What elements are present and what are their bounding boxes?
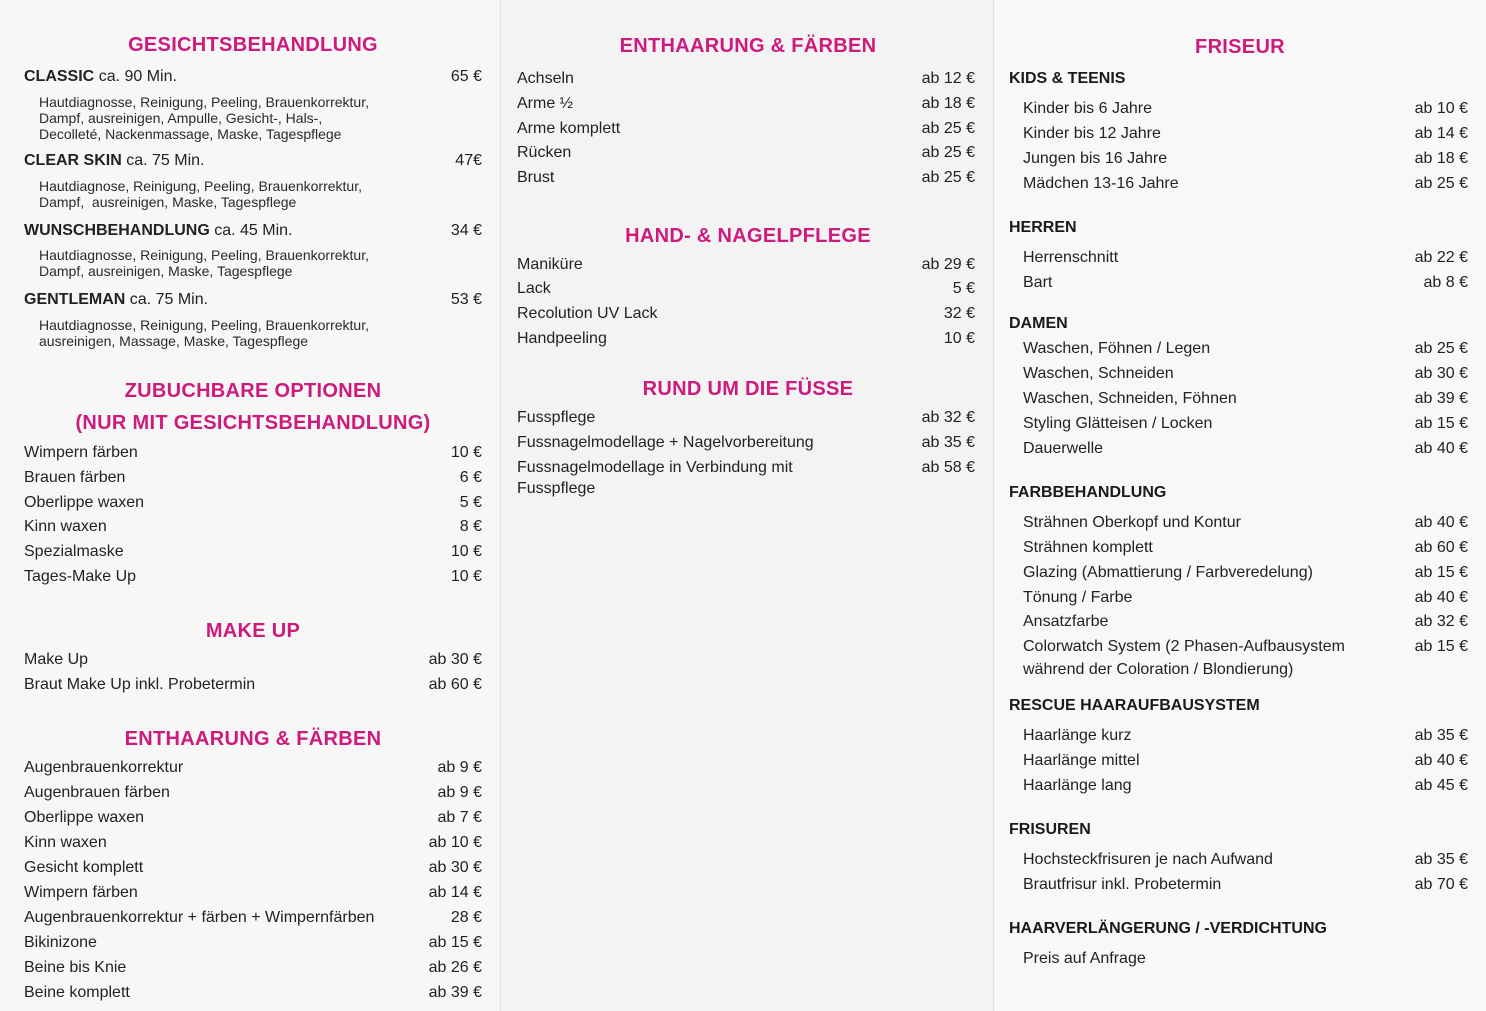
- item-price: ab 40 €: [1414, 752, 1468, 769]
- item-price: ab 70 €: [1414, 876, 1468, 893]
- list-item: Hochsteckfrisuren je nach Aufwand: [1023, 851, 1273, 868]
- section-title-hand-nagelpflege: HAND- & NAGELPFLEGE: [625, 225, 871, 247]
- item-price: ab 14 €: [428, 884, 482, 901]
- item-price: ab 30 €: [428, 859, 482, 876]
- panel-right: [994, 0, 1486, 1011]
- item-price: ab 35 €: [1414, 851, 1468, 868]
- treatment-price: 34 €: [450, 222, 482, 239]
- subsection-herren: HERREN: [1009, 219, 1077, 236]
- treatment-gentleman: [24, 291, 208, 309]
- treatment-price: 47€: [455, 152, 482, 169]
- item-price: ab 25 €: [1414, 175, 1468, 192]
- list-item: Tages-Make Up: [24, 568, 137, 585]
- section-subtitle-options: (NUR MIT GESICHTSBEHANDLUNG): [75, 412, 431, 434]
- list-item: Haarlänge mittel: [1023, 752, 1140, 769]
- item-price: ab 15 €: [428, 934, 482, 951]
- list-item: Strähnen Oberkopf und Kontur: [1023, 514, 1241, 531]
- desc-line: Dampf, ausreinigen, Ampulle, Gesicht-, Hals-,: [39, 110, 323, 126]
- treatment-price: 65 €: [450, 68, 482, 85]
- item-price: ab 30 €: [1414, 365, 1468, 382]
- item-price: 6 €: [459, 469, 482, 486]
- list-item: Wimpern färben: [24, 884, 138, 901]
- list-item: Lack: [517, 280, 551, 297]
- list-item: Arme ½: [517, 95, 574, 112]
- item-price: ab 32 €: [921, 409, 975, 426]
- treatment-description: [39, 247, 369, 279]
- list-item-continuation: Fusspflege: [517, 480, 596, 497]
- list-item: Make Up: [24, 651, 89, 668]
- desc-line: Hautdiagnosse, Reinigung, Peeling, Brauenkorrektur,: [39, 94, 369, 110]
- treatment-name: CLASSIC: [24, 68, 95, 85]
- section-title-friseur: FRISEUR: [1195, 36, 1285, 58]
- list-item: Jungen bis 16 Jahre: [1023, 150, 1168, 167]
- item-price: ab 10 €: [1414, 100, 1468, 117]
- list-item: Brautfrisur inkl. Probetermin: [1023, 876, 1222, 893]
- treatment-wunschbehandlung: [24, 222, 292, 240]
- treatment-duration: ca. 90 Min.: [98, 68, 177, 85]
- treatment-price: 53 €: [450, 291, 482, 308]
- treatment-description: [39, 94, 369, 142]
- list-item: Haarlänge kurz: [1023, 727, 1132, 744]
- item-price: ab 15 €: [1414, 564, 1468, 581]
- item-price: ab 35 €: [1414, 727, 1468, 744]
- list-item: Dauerwelle: [1023, 440, 1104, 457]
- item-price: ab 40 €: [1414, 514, 1468, 531]
- list-item: Waschen, Föhnen / Legen: [1023, 340, 1211, 357]
- section-title-makeup: MAKE UP: [205, 620, 301, 642]
- list-item: Brauen färben: [24, 469, 126, 486]
- list-item: Haarlänge lang: [1023, 777, 1132, 794]
- item-price: ab 7 €: [437, 809, 482, 826]
- item-price: ab 39 €: [428, 984, 482, 1001]
- list-item: Ansatzfarbe: [1023, 613, 1109, 630]
- section-title-gesichtsbehandlung: GESICHTSBEHANDLUNG: [128, 34, 378, 56]
- item-price: 28 €: [450, 909, 482, 926]
- item-price: 10 €: [450, 543, 482, 560]
- item-price: 5 €: [459, 494, 482, 511]
- treatment-clear-skin: [24, 152, 205, 170]
- section-title-enthaarung-left: ENTHAARUNG & FÄRBEN: [124, 728, 382, 750]
- subsection-frisuren: FRISUREN: [1009, 821, 1091, 838]
- item-price: ab 60 €: [1414, 539, 1468, 556]
- item-price: ab 40 €: [1414, 589, 1468, 606]
- item-price: 32 €: [943, 305, 975, 322]
- item-price: ab 58 €: [921, 459, 975, 476]
- list-item: Kinder bis 12 Jahre: [1023, 125, 1161, 142]
- list-item: Rücken: [517, 144, 572, 161]
- subsection-farbbehandlung: FARBBEHANDLUNG: [1009, 484, 1167, 501]
- item-price: ab 25 €: [921, 120, 975, 137]
- panel-left: [0, 0, 500, 1011]
- desc-line: Hautdiagnosse, Reinigung, Peeling, Brauenkorrektur,: [39, 317, 369, 333]
- list-item: Oberlippe waxen: [24, 494, 145, 511]
- list-item: Kinn waxen: [24, 834, 107, 851]
- treatment-description: [39, 317, 369, 349]
- list-item: Colorwatch System (2 Phasen-Aufbausystem: [1023, 638, 1345, 655]
- list-item: Augenbrauenkorrektur + färben + Wimpernfärben: [24, 909, 375, 926]
- item-price: 8 €: [459, 518, 482, 535]
- list-item: Mädchen 13-16 Jahre: [1023, 175, 1179, 192]
- item-price: 5 €: [952, 280, 975, 297]
- item-price: ab 40 €: [1414, 440, 1468, 457]
- desc-line: Hautdiagnosse, Reinigung, Peeling, Brauenkorrektur,: [39, 247, 369, 263]
- item-price: ab 39 €: [1414, 390, 1468, 407]
- list-item: Wimpern färben: [24, 444, 138, 461]
- item-price: 10 €: [450, 568, 482, 585]
- list-item: Beine komplett: [24, 984, 130, 1001]
- section-title-fuesse: RUND UM DIE FÜSSE: [642, 378, 854, 400]
- item-price: ab 15 €: [1414, 638, 1468, 655]
- list-item: Bart: [1023, 274, 1053, 291]
- treatment-description: [39, 178, 362, 210]
- list-item: Oberlippe waxen: [24, 809, 145, 826]
- item-price: ab 10 €: [428, 834, 482, 851]
- item-price: ab 25 €: [921, 169, 975, 186]
- list-item: Waschen, Schneiden: [1023, 365, 1174, 382]
- list-item: Strähnen komplett: [1023, 539, 1153, 556]
- subsection-rescue: RESCUE HAARAUFBAUSYSTEM: [1009, 697, 1260, 714]
- desc-line: Hautdiagnose, Reinigung, Peeling, Brauenkorrektur,: [39, 178, 362, 194]
- list-item: Kinn waxen: [24, 518, 107, 535]
- list-item: Gesicht komplett: [24, 859, 144, 876]
- list-item: Arme komplett: [517, 120, 621, 137]
- list-item: Waschen, Schneiden, Föhnen: [1023, 390, 1237, 407]
- treatment-duration: ca. 75 Min.: [126, 152, 205, 169]
- item-price: 10 €: [943, 330, 975, 347]
- list-item: Fussnagelmodellage + Nagelvorbereitung: [517, 434, 814, 451]
- list-item: Bikinizone: [24, 934, 97, 951]
- item-price: 10 €: [450, 444, 482, 461]
- item-price: ab 60 €: [428, 676, 482, 693]
- subsection-damen: DAMEN: [1009, 315, 1068, 332]
- list-item: Recolution UV Lack: [517, 305, 658, 322]
- list-item: Achseln: [517, 70, 574, 87]
- list-item: Beine bis Knie: [24, 959, 127, 976]
- item-price: ab 18 €: [921, 95, 975, 112]
- item-price: ab 9 €: [437, 784, 482, 801]
- list-item: Maniküre: [517, 256, 583, 273]
- item-price: ab 22 €: [1414, 249, 1468, 266]
- desc-line: Decolleté, Nackenmassage, Maske, Tagespflege: [39, 126, 342, 142]
- treatment-name: WUNSCHBEHANDLUNG: [24, 222, 210, 239]
- price-on-request: Preis auf Anfrage: [1023, 950, 1146, 967]
- treatment-duration: ca. 75 Min.: [129, 291, 209, 308]
- list-item: Styling Glätteisen / Locken: [1023, 415, 1213, 432]
- list-item: Tönung / Farbe: [1023, 589, 1133, 606]
- desc-line: Dampf, ausreinigen, Maske, Tagespflege: [39, 263, 293, 279]
- desc-line: Dampf, ausreinigen, Maske, Tagespflege: [39, 194, 297, 210]
- item-price: ab 32 €: [1414, 613, 1468, 630]
- item-price: ab 29 €: [921, 256, 975, 273]
- list-item: Braut Make Up inkl. Probetermin: [24, 676, 256, 693]
- item-price: ab 25 €: [921, 144, 975, 161]
- item-price: ab 30 €: [428, 651, 482, 668]
- item-price: ab 12 €: [921, 70, 975, 87]
- item-price: ab 45 €: [1414, 777, 1468, 794]
- list-item-continuation: während der Coloration / Blondierung): [1023, 661, 1294, 678]
- list-item: Herrenschnitt: [1023, 249, 1119, 266]
- treatment-name: CLEAR SKIN: [24, 152, 122, 169]
- treatment-name: GENTLEMAN: [24, 291, 126, 308]
- list-item: Brust: [517, 169, 555, 186]
- list-item: Spezialmaske: [24, 543, 124, 560]
- list-item: Fussnagelmodellage in Verbindung mit: [517, 459, 793, 476]
- item-price: ab 8 €: [1423, 274, 1468, 291]
- treatment-classic: [24, 68, 177, 86]
- panel-middle: [500, 0, 994, 1011]
- list-item: Handpeeling: [517, 330, 607, 347]
- item-price: ab 9 €: [437, 759, 482, 776]
- item-price: ab 35 €: [921, 434, 975, 451]
- subsection-kids: KIDS & TEENIS: [1009, 70, 1126, 87]
- item-price: ab 26 €: [428, 959, 482, 976]
- list-item: Augenbrauen färben: [24, 784, 170, 801]
- treatment-duration: ca. 45 Min.: [214, 222, 293, 239]
- item-price: ab 18 €: [1414, 150, 1468, 167]
- section-title-enthaarung-middle: ENTHAARUNG & FÄRBEN: [619, 35, 877, 57]
- section-title-options: ZUBUCHBARE OPTIONEN: [124, 380, 382, 402]
- list-item: Fusspflege: [517, 409, 596, 426]
- list-item: Glazing (Abmattierung / Farbveredelung): [1023, 564, 1313, 581]
- item-price: ab 25 €: [1414, 340, 1468, 357]
- list-item: Kinder bis 6 Jahre: [1023, 100, 1152, 117]
- item-price: ab 14 €: [1414, 125, 1468, 142]
- subsection-haarverlaengerung: HAARVERLÄNGERUNG / -VERDICHTUNG: [1009, 920, 1327, 937]
- desc-line: ausreinigen, Massage, Maske, Tagespflege: [39, 333, 309, 349]
- item-price: ab 15 €: [1414, 415, 1468, 432]
- list-item: Augenbrauenkorrektur: [24, 759, 184, 776]
